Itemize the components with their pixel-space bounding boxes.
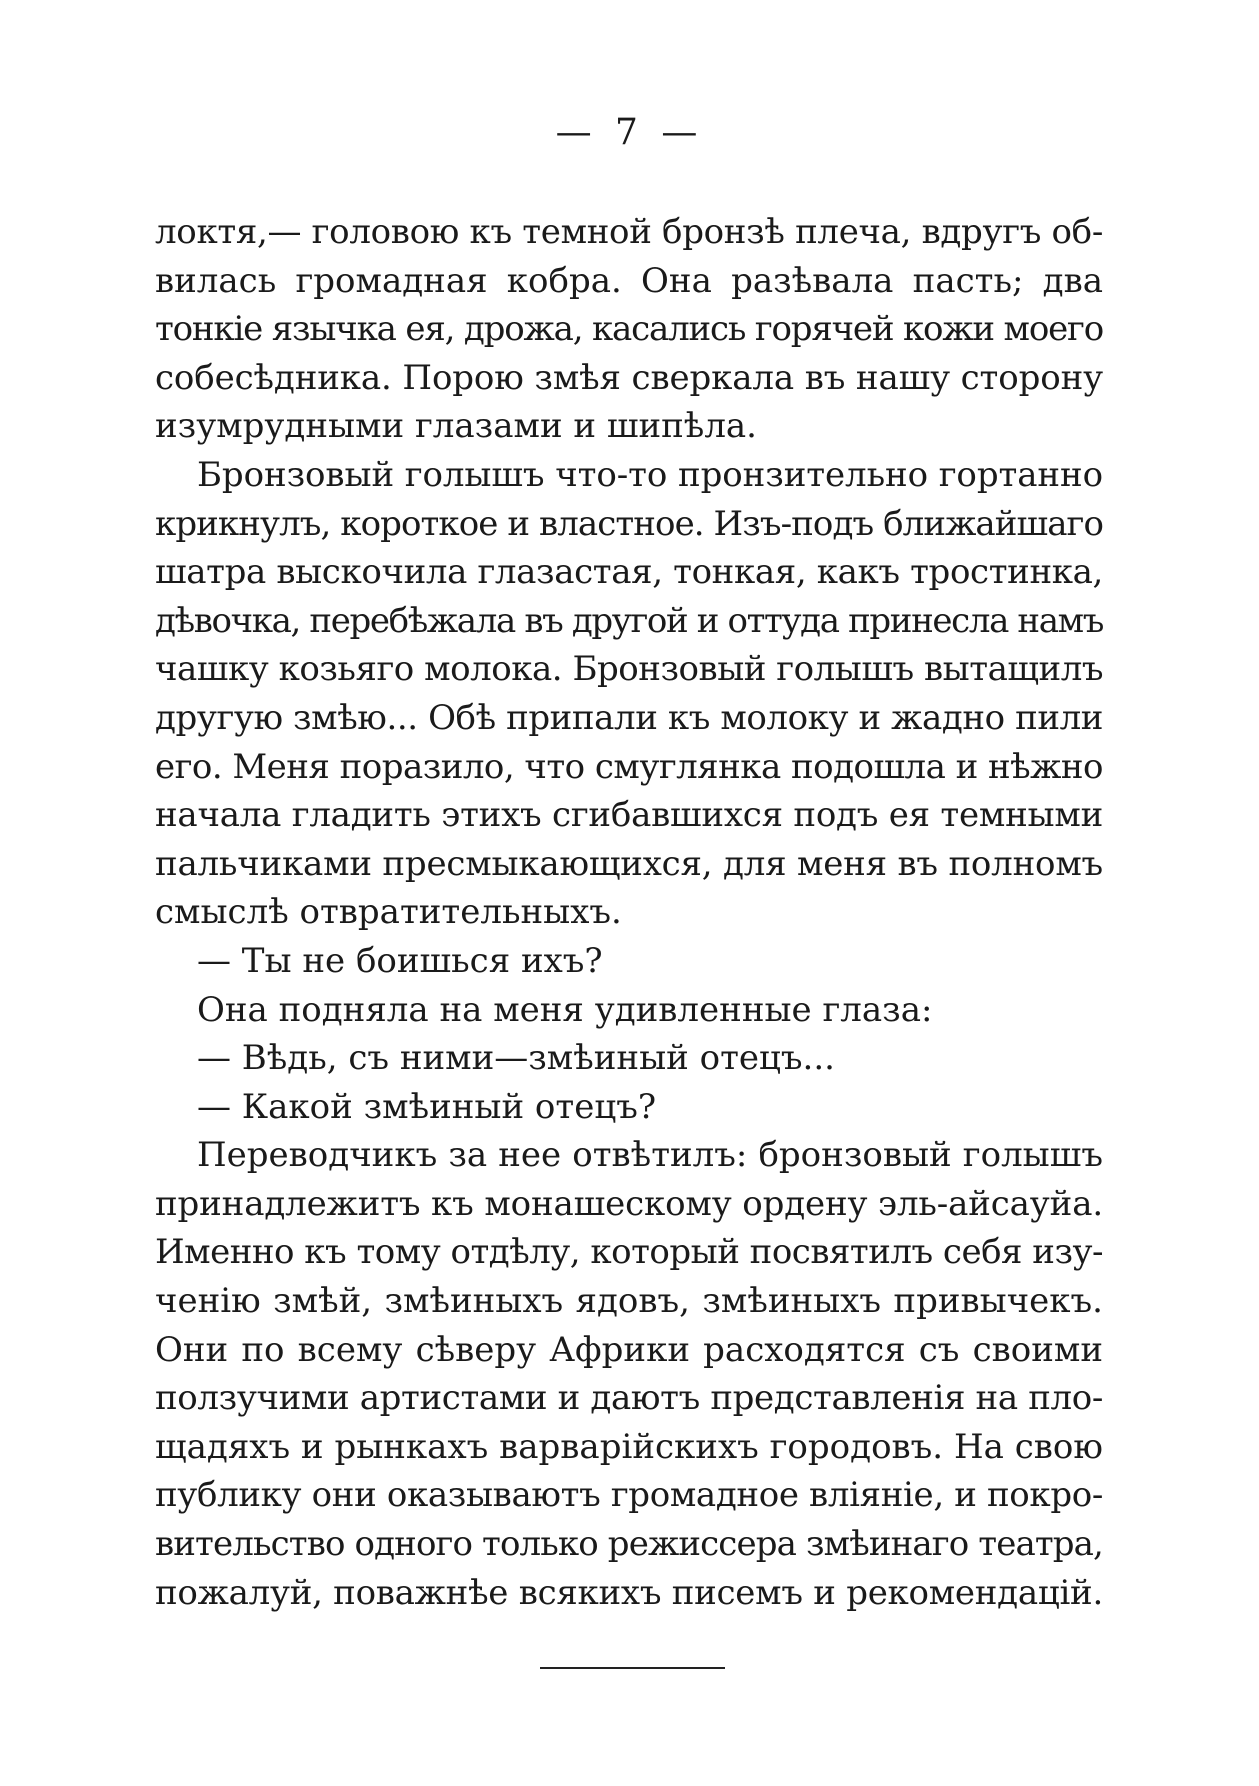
text-line: локтя,— головою къ темной бронзѣ плеча, вдругъ об- — [155, 212, 1103, 252]
text-line: собесѣдника. Порою змѣя сверкала въ нашу сторону — [155, 357, 1103, 398]
text-line: публику они оказываютъ громадное вліяніе, и покро- — [155, 1475, 1103, 1516]
text-line: его. Меня поразило, что смуглянка подошла и нѣжно — [155, 746, 1103, 787]
text-line: пальчиками пресмыкающихся, для меня въ полномъ — [155, 843, 1103, 884]
text-line: Они по всему сѣверу Африки расходятся съ своими — [155, 1329, 1103, 1370]
text-line: Бронзовый голышъ что-то пронзительно гортанно — [197, 454, 1103, 495]
page-number: — 7 — — [555, 112, 704, 153]
text-line: — Вѣдь, съ ними—змѣиный отецъ... — [197, 1038, 835, 1079]
body-text — [155, 208, 1103, 1617]
text-line: чашку козьяго молока. Бронзовый голышъ вытащилъ — [155, 649, 1103, 690]
text-line: пожалуй, поважнѣе всякихъ писемъ и рекомендацій. — [155, 1572, 1103, 1613]
text-line: начала гладить этихъ сгибавшихся подъ ея темными — [155, 795, 1103, 836]
text-line: — Ты не боишься ихъ? — [197, 940, 603, 981]
text-line: другую змѣю... Обѣ припали къ молоку и жадно пили — [155, 697, 1104, 738]
text-line: шатра выскочила глазастая, тонкая, какъ тростинка, — [155, 552, 1103, 593]
text-line: смыслѣ отвратительныхъ. — [155, 892, 622, 933]
text-line: ползучими артистами и даютъ представленія на пло- — [155, 1378, 1103, 1419]
text-line: Именно къ тому отдѣлу, который посвятилъ себя изу- — [155, 1232, 1103, 1273]
text-line: вительство одного только режиссера змѣинаго театра, — [155, 1524, 1103, 1565]
text-line: Она подняла на меня удивленные глаза: — [197, 989, 933, 1030]
text-line: вилась громадная кобра. Она разѣвала пасть; два — [155, 260, 1103, 301]
text-line: тонкіе язычка ея, дрожа, касались горячей кожи моего — [155, 309, 1103, 350]
text-line: крикнулъ, короткое и властное. Изъ-подъ ближайшаго — [155, 503, 1104, 544]
text-line: щадяхъ и рынкахъ варварійскихъ городовъ. На свою — [155, 1426, 1103, 1467]
text-line: изумрудными глазами и шипѣла. — [155, 406, 757, 447]
text-line: — Какой змѣиный отецъ? — [197, 1086, 657, 1127]
end-rule — [540, 1667, 725, 1669]
text-line: дѣвочка, перебѣжала въ другой и оттуда принесла намъ — [155, 600, 1103, 641]
text-line: принадлежитъ къ монашескому ордену эль-айсауйа. — [155, 1183, 1103, 1224]
text-line: ченію змѣй, змѣиныхъ ядовъ, змѣиныхъ привычекъ. — [155, 1281, 1103, 1322]
text-line: Переводчикъ за нее отвѣтилъ: бронзовый голышъ — [197, 1135, 1103, 1176]
